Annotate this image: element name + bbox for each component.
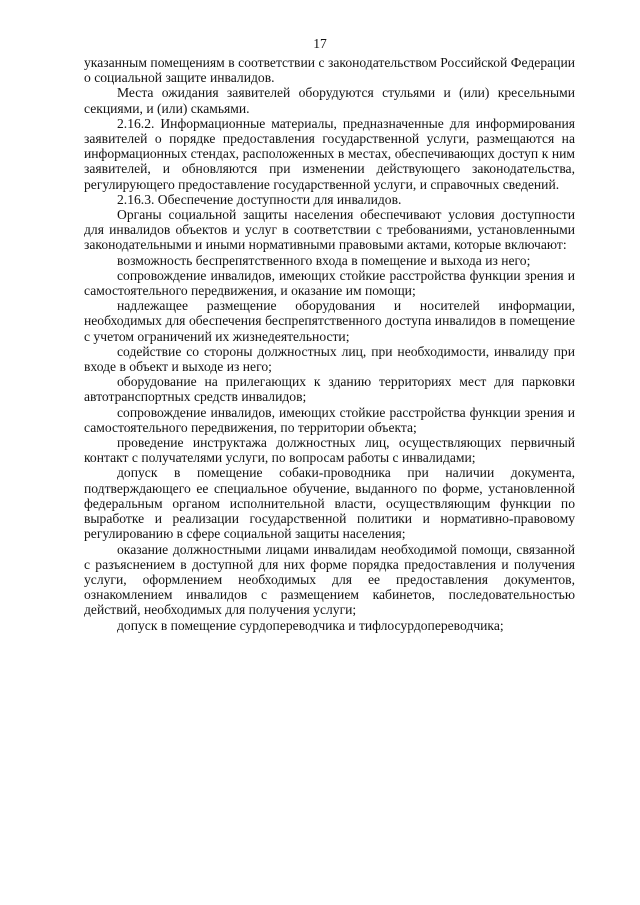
paragraph: Органы социальной защиты населения обеспечивают условия доступности для инвалидов объектов и услуг в соответствии с требованиями, установленными законодательными и иными нормативными правовыми актами, которые включают:	[84, 207, 575, 253]
paragraph: допуск в помещение сурдопереводчика и тифлосурдопереводчика;	[117, 617, 504, 633]
paragraph: допуск в помещение собаки-проводника при наличии документа, подтверждающего ее специальное обучение, выданного по форме, установленной федеральным органом исполнительной власти, осуществляющим функции по выработке и реализации государственной политики и нормативно-правовому регулированию в сфере социальной защиты населения;	[84, 465, 575, 542]
paragraph: Места ожидания заявителей оборудуются стульями и (или) кресельными секциями, и (или) скамьями.	[84, 85, 575, 116]
paragraph: сопровождение инвалидов, имеющих стойкие расстройства функции зрения и самостоятельного передвижения, и оказание им помощи;	[84, 267, 575, 299]
paragraph: 2.16.2. Информационные материалы, предназначенные для информирования заявителей о порядке предоставления государственной услуги, размещаются на информационных стендах, расположенных в местах, обеспечивающих доступ к ним заявителей, и обновляются при изменении действующего законодательства, регулирующего предоставление государственной услуги, и справочных сведений.	[84, 115, 575, 192]
paragraph: содействие со стороны должностных лиц, при необходимости, инвалиду при входе в объект и выходе из него;	[84, 343, 575, 375]
paragraph: надлежащее размещение оборудования и носителей информации, необходимых для обеспечения беспрепятственного доступа инвалидов в помещение с учетом ограничений их жизнедеятельности;	[84, 298, 575, 344]
page-number: 17	[313, 36, 327, 51]
paragraph: оборудование на прилегающих к зданию территориях мест для парковки автотранспортных средств инвалидов;	[84, 374, 575, 405]
paragraph: 2.16.3. Обеспечение доступности для инвалидов.	[117, 191, 402, 207]
document-body	[84, 55, 575, 633]
paragraph: указанным помещениям в соответствии с законодательством Российской Федерации о социальной защите инвалидов.	[84, 55, 575, 86]
paragraph: проведение инструктажа должностных лиц, осуществляющих первичный контакт с получателями услуги, по вопросам работы с инвалидами;	[84, 435, 575, 466]
paragraph: оказание должностными лицами инвалидам необходимой помощи, связанной с разъяснением в доступной для них форме порядка предоставления и получения услуги, оформлением необходимых для ее предоставления документов, ознакомлением инвалидов с размещением кабинетов, последовательностью действий, необходимых для получения услуги;	[84, 541, 575, 618]
paragraph: сопровождение инвалидов, имеющих стойкие расстройства функции зрения и самостоятельного передвижения, по территории объекта;	[84, 404, 575, 435]
paragraph: возможность беспрепятственного входа в помещение и выхода из него;	[117, 252, 531, 268]
